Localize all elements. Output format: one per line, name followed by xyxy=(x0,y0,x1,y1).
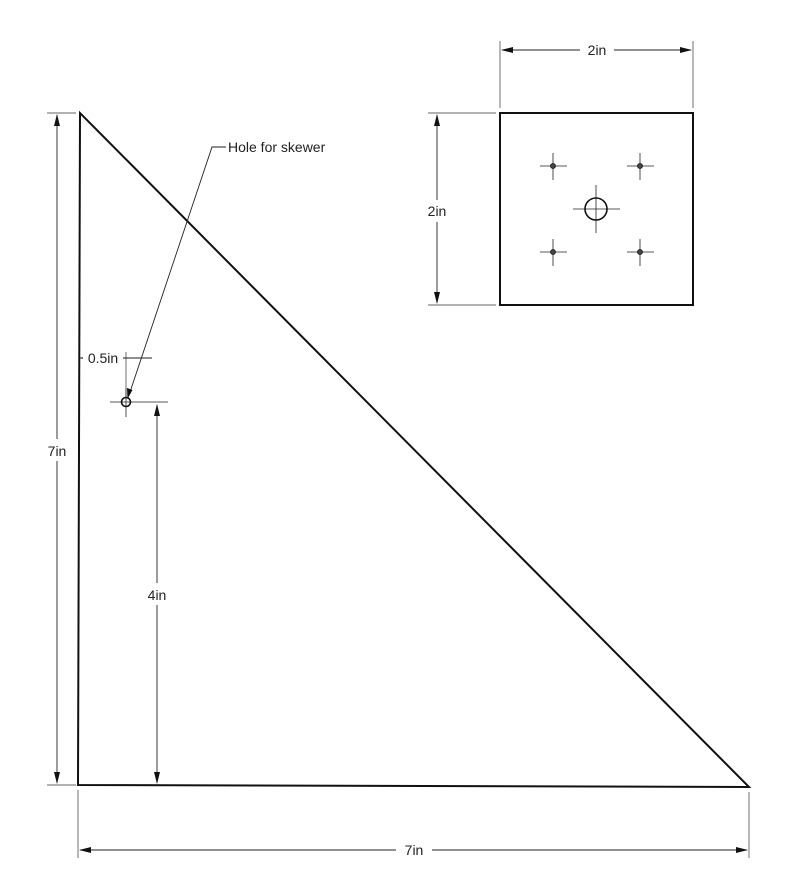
pin-hole-top-left xyxy=(540,153,567,180)
square-part xyxy=(500,113,693,305)
dimension-square-height xyxy=(420,113,496,305)
hole-callout xyxy=(127,139,326,399)
pin-hole-top-right xyxy=(627,153,654,180)
triangle-outline xyxy=(78,113,749,787)
dimension-square-width xyxy=(500,40,693,108)
triangle-part xyxy=(78,113,749,787)
pin-hole-bottom-left xyxy=(540,239,567,266)
pin-hole-bottom-right xyxy=(627,239,654,266)
center-hole xyxy=(573,185,620,233)
square-height-label: 2in xyxy=(427,203,447,219)
hole-offset-label: 0.5in xyxy=(87,350,119,366)
triangle-base-label: 7in xyxy=(404,842,424,858)
dimension-hole-height xyxy=(143,404,171,784)
skewer-hole xyxy=(110,388,168,417)
square-width-label: 2in xyxy=(587,42,607,58)
triangle-height-label: 7in xyxy=(47,443,67,459)
hole-callout-label: Hole for skewer xyxy=(228,139,326,155)
hole-height-label: 4in xyxy=(147,587,167,603)
dimension-triangle-base xyxy=(78,790,749,860)
dimension-triangle-height xyxy=(42,113,76,785)
dimension-hole-offset xyxy=(79,348,152,397)
